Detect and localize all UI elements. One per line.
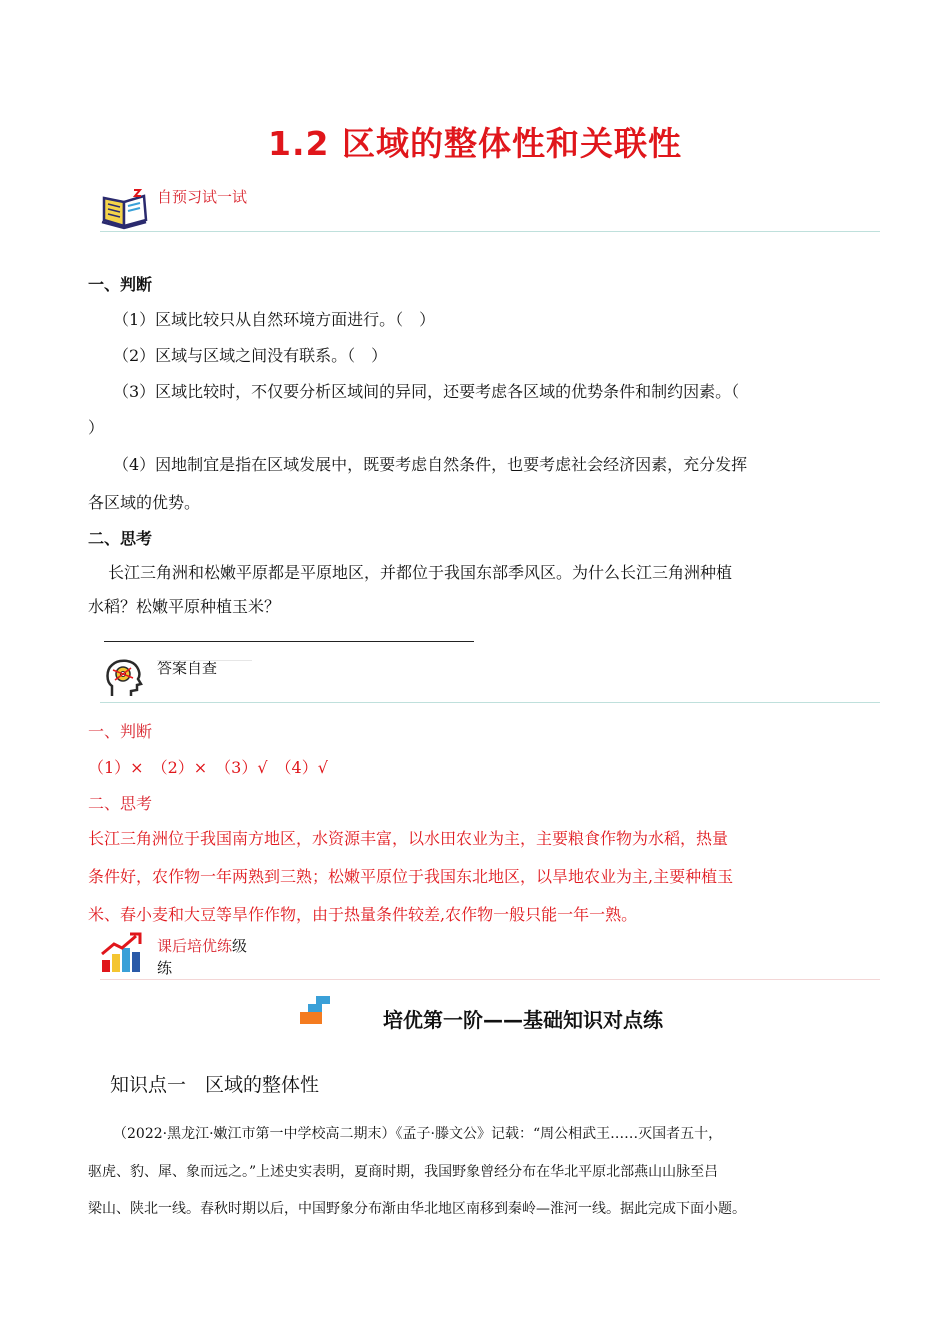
judge-q3-line1: （3）区域比较时，不仅要分析区域间的异同，还要考虑各区域的优势条件和制约因素。（ — [113, 382, 740, 401]
passage-line1: （2022·黑龙江·嫩江市第一中学校高二期末）《孟子·滕文公》记载：“周公相武王……灭国者五十， — [113, 1126, 723, 1142]
answer-divider — [100, 702, 880, 703]
answer-judge-line: （1）× （2）× （3）√ （4）√ — [88, 758, 328, 777]
preview-divider — [100, 231, 880, 232]
passage-line3: 梁山、陕北一线。春秋时期以后，中国野象分布渐由华北地区南移到秦岭—淮河一线。据此完成下面小题。 — [88, 1201, 746, 1217]
judge-q1: （1）区域比较只从自然环境方面进行。（ ） — [113, 310, 436, 329]
bar-chart-icon — [100, 932, 144, 974]
answer-think-line3: 米、春小麦和大豆等旱作作物，由于热量条件较差,农作物一般只能一年一熟。 — [88, 905, 638, 924]
answer-blank-line — [104, 641, 474, 642]
think-heading: 二、思考 — [88, 529, 153, 548]
answer-label-rule — [157, 660, 252, 661]
answer-judge-heading: 一、判断 — [88, 722, 153, 741]
book-icon — [100, 186, 150, 230]
answer-think-line2: 条件好，农作物一年两熟到三熟；松嫩平原位于我国东北地区，以旱地农业为主,主要种植玉 — [88, 867, 734, 886]
practice-label-wrap: 练 — [157, 959, 173, 977]
answer-think-heading: 二、思考 — [88, 794, 153, 813]
think-q-line1: 长江三角洲和松嫩平原都是平原地区，并都位于我国东部季风区。为什么长江三角洲种植 — [108, 563, 733, 582]
practice-divider — [100, 979, 880, 980]
answer-think-line1: 长江三角洲位于我国南方地区，水资源丰富，以水田农业为主，主要粮食作物为水稻，热量 — [88, 829, 729, 848]
judge-heading: 一、判断 — [88, 275, 153, 294]
passage-line2: 驱虎、豹、犀、象而远之。”上述史实表明，夏商时期，我国野象曾经分布在华北平原北部燕山山脉至吕 — [88, 1164, 719, 1180]
think-q-line2: 水稻？松嫩平原种植玉米？ — [88, 597, 281, 616]
practice-label-main: 课后培优练 — [157, 937, 233, 955]
judge-q4-line1: （4）因地制宜是指在区域发展中，既要考虑自然条件，也要考虑社会经济因素，充分发挥 — [113, 455, 748, 474]
knowledge-point-title: 知识点一 区域的整体性 — [110, 1074, 320, 1096]
page-title: 1.2 区域的整体性和关联性 — [268, 124, 682, 163]
stage-title: 培优第一阶——基础知识对点练 — [383, 1008, 663, 1032]
practice-label — [157, 935, 247, 956]
practice-label-suffix: 级 — [232, 937, 248, 955]
head-gear-icon — [102, 656, 146, 700]
preview-label: 自预习试一试 — [157, 188, 248, 206]
judge-q4-line2: 各区域的优势。 — [88, 493, 201, 512]
judge-q3-line2: ） — [88, 418, 105, 437]
judge-q2: （2）区域与区域之间没有联系。（ ） — [113, 346, 388, 365]
answer-label: 答案自查 — [157, 659, 218, 677]
